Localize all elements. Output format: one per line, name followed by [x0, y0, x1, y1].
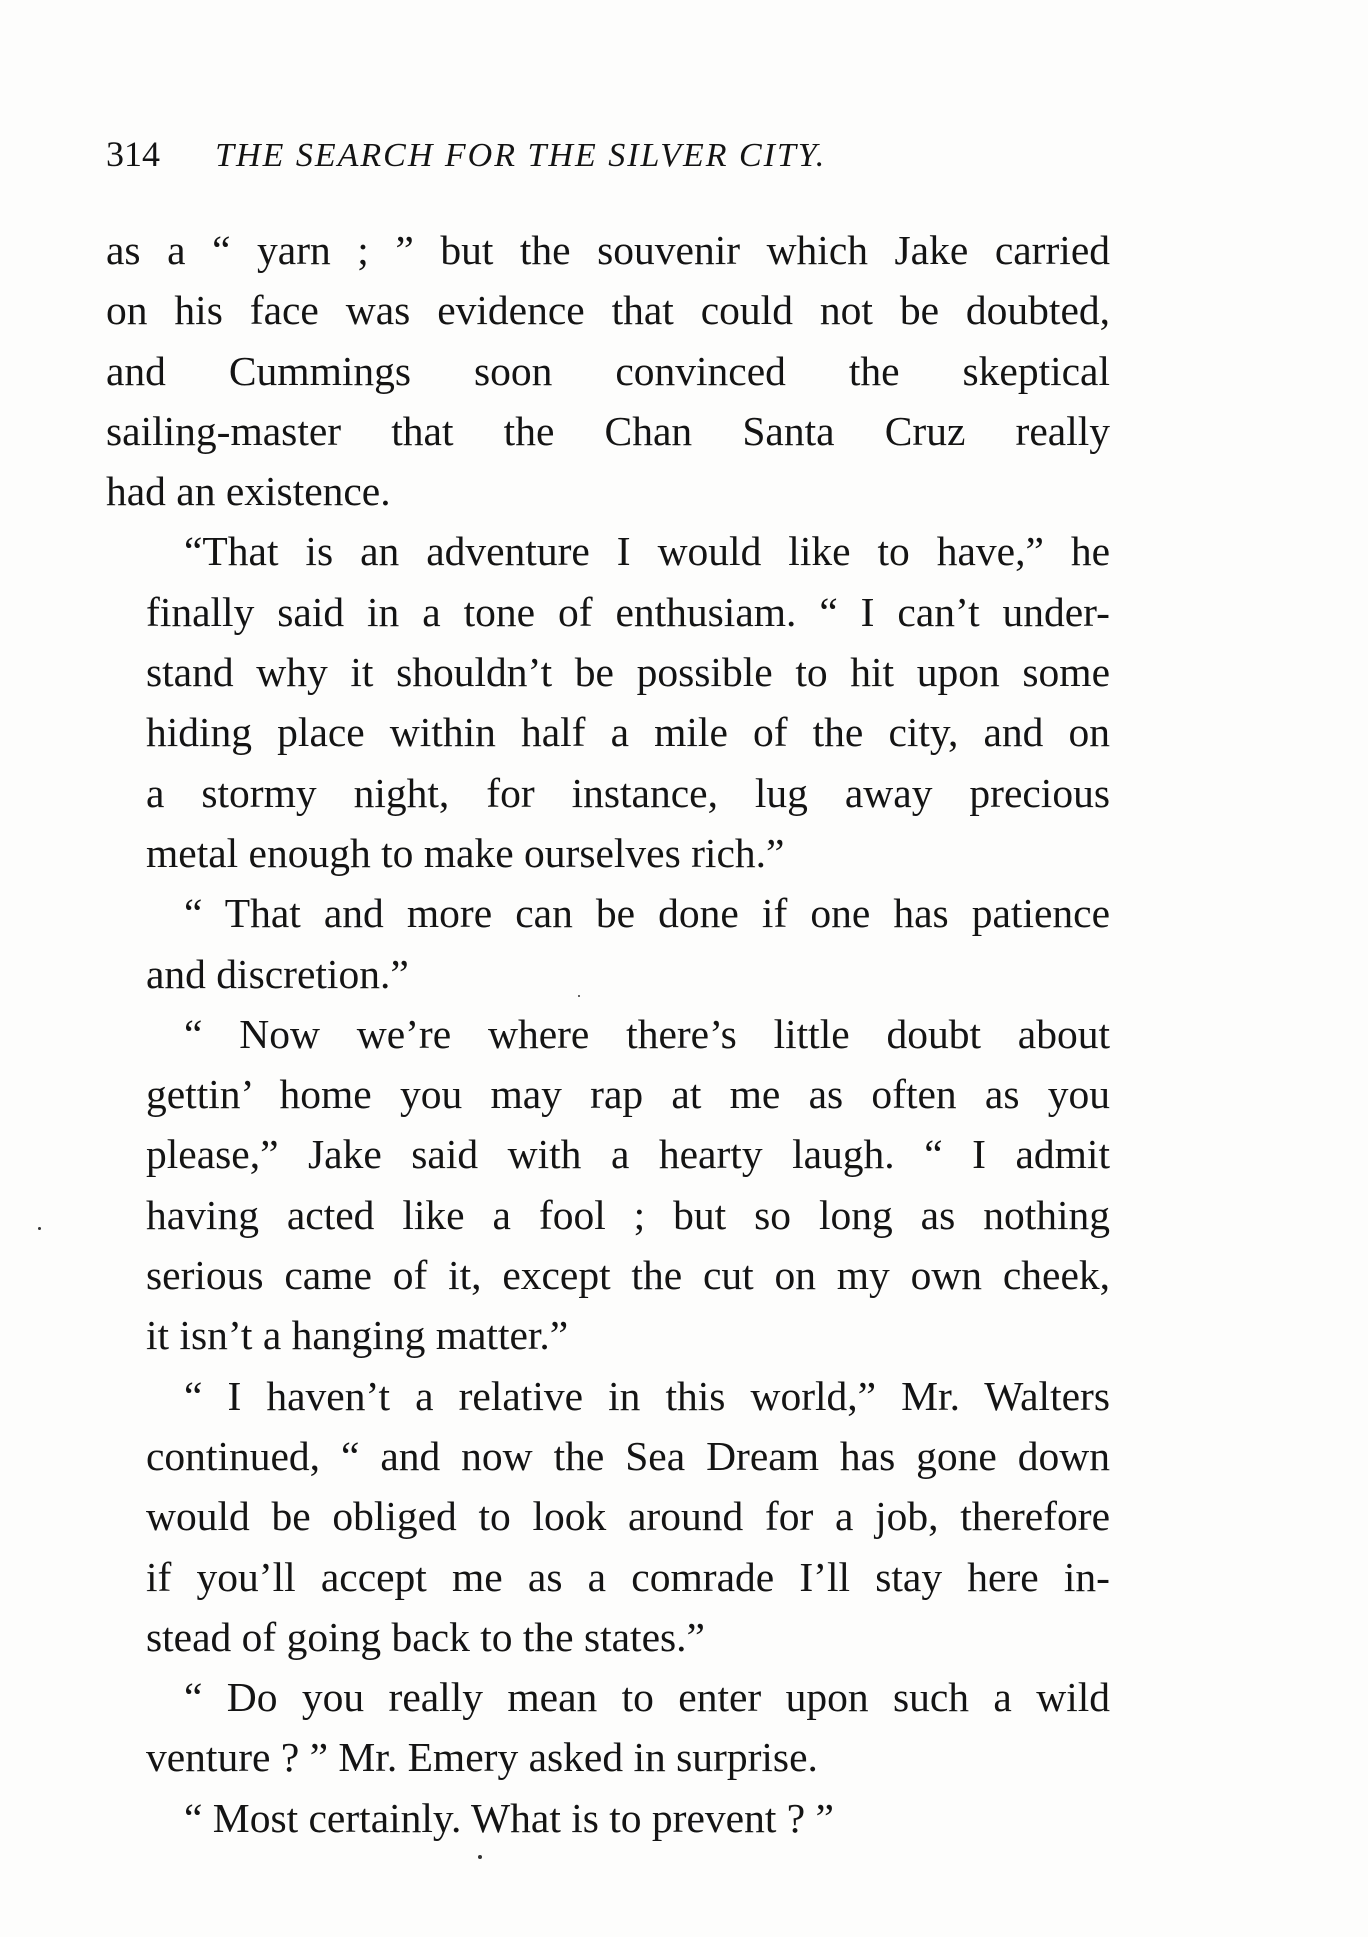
text-line: stead of going back to the states.”	[146, 1613, 705, 1660]
ink-speck	[578, 995, 580, 997]
text-line: on his face was evidence that could not be doubted,	[106, 287, 1110, 334]
paragraph-1	[106, 220, 1110, 521]
text-line: sailing-master that the Chan Santa Cruz really	[106, 407, 1110, 454]
text-line: hiding place within half a mile of the city, and on	[146, 709, 1110, 756]
page-header	[106, 134, 1106, 174]
paragraph-3	[106, 883, 1110, 1004]
text-line: a stormy night, for instance, lug away precious	[146, 769, 1110, 816]
text-line: “ I haven’t a relative in this world,” Mr. Walters	[184, 1372, 1110, 1419]
text-line: if you’ll accept me as a comrade I’ll stay here in-	[146, 1553, 1110, 1600]
text-line: “ Do you really mean to enter upon such a wild	[184, 1674, 1110, 1721]
text-line: venture ? ” Mr. Emery asked in surprise.	[146, 1734, 818, 1781]
paragraph-2	[106, 521, 1110, 883]
page-number: 314	[106, 134, 160, 174]
text-line: “ Most certainly. What is to prevent ? ”	[184, 1794, 834, 1841]
text-line: serious came of it, except the cut on my own cheek,	[146, 1252, 1110, 1299]
text-line: and Cummings soon convinced the skeptical	[106, 347, 1110, 394]
text-line: metal enough to make ourselves rich.”	[146, 829, 785, 876]
paragraph-6	[106, 1667, 1110, 1788]
text-line: “ Now we’re where there’s little doubt about	[184, 1010, 1110, 1057]
text-line: as a “ yarn ; ” but the souvenir which Jake carried	[106, 227, 1110, 273]
text-line: it isn’t a hanging matter.”	[146, 1312, 569, 1359]
paragraph-7	[106, 1788, 1110, 1848]
text-line: “That is an adventure I would like to have,” he	[184, 528, 1110, 575]
ink-speck	[478, 1855, 482, 1859]
text-line: having acted like a fool ; but so long as nothing	[146, 1191, 1110, 1238]
text-line: finally said in a tone of enthusiam. “ I can’t under-	[146, 588, 1110, 635]
text-line: continued, “ and now the Sea Dream has gone down	[146, 1432, 1110, 1479]
text-line: gettin’ home you may rap at me as often as you	[146, 1071, 1110, 1118]
text-line: and discretion.”	[146, 950, 409, 997]
paragraph-4	[106, 1004, 1110, 1366]
text-line: would be obliged to look around for a job, therefore	[146, 1493, 1110, 1540]
running-title: THE SEARCH FOR THE SILVER CITY.	[215, 137, 827, 174]
text-line: “ That and more can be done if one has patience	[184, 890, 1110, 937]
text-line: had an existence.	[106, 468, 391, 515]
ink-speck	[38, 1227, 41, 1230]
body-text	[106, 220, 1110, 1848]
text-line: stand why it shouldn’t be possible to hit upon some	[146, 649, 1110, 696]
text-line: please,” Jake said with a hearty laugh. “ I admit	[146, 1131, 1110, 1178]
paragraph-5	[106, 1366, 1110, 1667]
